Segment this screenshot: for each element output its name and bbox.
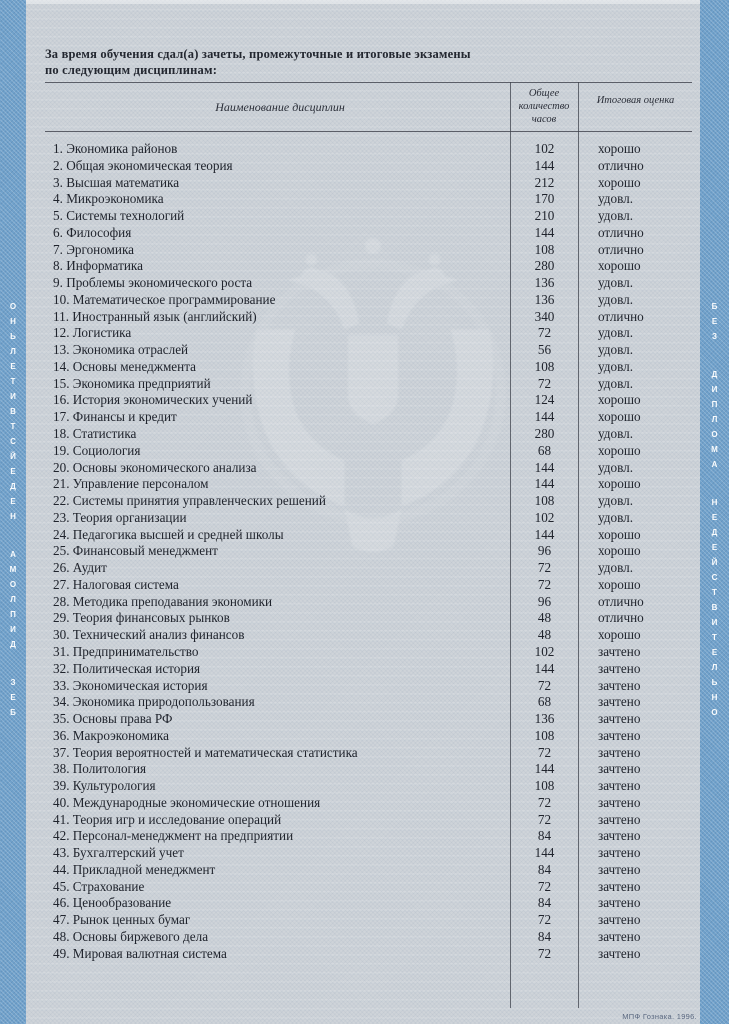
table-row xyxy=(45,644,692,661)
hours-value: 124 xyxy=(534,392,555,408)
hours-value: 102 xyxy=(534,509,555,525)
table-row xyxy=(45,627,692,644)
table-row xyxy=(45,376,692,393)
hours-value: 102 xyxy=(534,141,555,156)
discipline-name: 25. Финансовый менеджмент xyxy=(53,543,218,559)
discipline-name: 28. Методика преподавания экономики xyxy=(53,593,273,609)
discipline-name: 38. Политология xyxy=(53,761,147,777)
hours-value: 144 xyxy=(534,845,555,861)
table-row xyxy=(45,711,692,728)
intro-paragraph xyxy=(45,46,645,78)
hours-value: 212 xyxy=(534,174,555,190)
grade-value: удовл. xyxy=(598,342,633,358)
table-row xyxy=(45,594,692,611)
grade-value: хорошо xyxy=(598,141,641,156)
table-row xyxy=(45,728,692,745)
discipline-name: 7. Эргономика xyxy=(53,241,135,257)
hours-value: 108 xyxy=(534,493,555,509)
discipline-name: 2. Общая экономическая теория xyxy=(53,157,233,173)
discipline-name: 22. Системы принятия управленческих решений xyxy=(53,493,326,509)
grade-value: зачтено xyxy=(598,845,641,861)
grade-value: зачтено xyxy=(598,677,641,693)
discipline-name: 35. Основы права РФ xyxy=(53,711,173,727)
grade-value: отлично xyxy=(598,610,644,626)
grade-value: зачтено xyxy=(598,912,641,928)
hours-value: 84 xyxy=(537,828,552,844)
hours-value: 108 xyxy=(534,358,555,374)
table-row xyxy=(45,560,692,577)
grade-value: удовл. xyxy=(598,325,633,341)
discipline-name: 15. Экономика предприятий xyxy=(53,375,211,391)
table-header-rule xyxy=(45,131,692,132)
table-row xyxy=(45,510,692,527)
table-row xyxy=(45,694,692,711)
grade-value: хорошо xyxy=(598,392,641,408)
table-row xyxy=(45,359,692,376)
hours-value: 136 xyxy=(534,275,555,291)
grade-value: зачтено xyxy=(598,828,641,844)
hours-value: 144 xyxy=(534,224,555,240)
table-row xyxy=(45,342,692,359)
discipline-name: 8. Информатика xyxy=(53,258,143,274)
hours-value: 68 xyxy=(537,442,552,458)
discipline-name: 47. Рынок ценных бумаг xyxy=(53,912,191,928)
grade-value: зачтено xyxy=(598,811,641,827)
hours-value: 48 xyxy=(537,610,552,626)
hours-value: 144 xyxy=(534,409,555,425)
grade-value: хорошо xyxy=(598,576,641,592)
grade-value: удовл. xyxy=(598,426,633,442)
grade-value: зачтено xyxy=(598,878,641,894)
security-text-right: БЕЗ ДИПЛОМА НЕДЕЙСТВИТЕЛЬНО xyxy=(710,301,719,723)
grade-value: удовл. xyxy=(598,358,633,374)
grade-value: зачтено xyxy=(598,643,641,659)
hours-value: 102 xyxy=(534,643,555,659)
table-row xyxy=(45,258,692,275)
security-strip-right xyxy=(700,0,729,1024)
table-row xyxy=(45,325,692,342)
column-header-discipline: Наименование дисциплин xyxy=(215,100,345,114)
discipline-name: 20. Основы экономического анализа xyxy=(53,459,257,475)
grade-value: отлично xyxy=(598,308,644,324)
column-header-hours: Общее количество часов xyxy=(518,88,570,125)
table-row xyxy=(45,409,692,426)
table-row xyxy=(45,795,692,812)
hours-value: 108 xyxy=(534,241,555,257)
table-row xyxy=(45,158,692,175)
discipline-name: 19. Социология xyxy=(53,442,141,458)
table-row xyxy=(45,828,692,845)
grade-value: удовл. xyxy=(598,459,633,475)
hours-value: 280 xyxy=(534,258,555,274)
discipline-name: 5. Системы технологий xyxy=(53,208,185,224)
discipline-name: 34. Экономика природопользования xyxy=(53,694,255,710)
discipline-name: 39. Культурология xyxy=(53,778,156,794)
hours-value: 72 xyxy=(537,744,552,760)
hours-value: 280 xyxy=(534,426,555,442)
discipline-name: 13. Экономика отраслей xyxy=(53,342,189,358)
hours-value: 170 xyxy=(534,191,555,207)
grade-value: зачтено xyxy=(598,794,641,810)
table-row xyxy=(45,191,692,208)
table-row xyxy=(45,929,692,946)
table-row xyxy=(45,208,692,225)
discipline-name: 16. История экономических учений xyxy=(53,392,253,408)
page-top-edge xyxy=(0,0,729,4)
table-row xyxy=(45,610,692,627)
discipline-name: 4. Микроэкономика xyxy=(53,191,164,207)
discipline-name: 42. Персонал-менеджмент на предприятии xyxy=(53,828,294,844)
discipline-name: 26. Аудит xyxy=(53,560,107,576)
discipline-name: 27. Налоговая система xyxy=(53,576,179,592)
table-row xyxy=(45,392,692,409)
hours-value: 144 xyxy=(534,459,555,475)
grade-value: зачтено xyxy=(598,895,641,911)
table-row xyxy=(45,879,692,896)
table-row xyxy=(45,745,692,762)
grade-value: хорошо xyxy=(598,442,641,458)
discipline-name: 9. Проблемы экономического роста xyxy=(53,275,253,291)
discipline-name: 1. Экономика районов xyxy=(53,141,178,156)
discipline-name: 21. Управление персоналом xyxy=(53,476,209,492)
hours-value: 108 xyxy=(534,778,555,794)
discipline-name: 32. Политическая история xyxy=(53,660,201,676)
grade-value: хорошо xyxy=(598,526,641,542)
grade-value: хорошо xyxy=(598,543,641,559)
hours-value: 72 xyxy=(537,945,552,961)
hours-value: 144 xyxy=(534,526,555,542)
discipline-name: 46. Ценообразование xyxy=(53,895,172,911)
discipline-name: 48. Основы биржевого дела xyxy=(53,928,209,944)
table-row xyxy=(45,577,692,594)
hours-value: 108 xyxy=(534,727,555,743)
hours-value: 210 xyxy=(534,208,555,224)
hours-value: 72 xyxy=(537,325,552,341)
discipline-name: 49. Мировая валютная система xyxy=(53,945,227,961)
table-row xyxy=(45,460,692,477)
grade-value: удовл. xyxy=(598,208,633,224)
grade-value: удовл. xyxy=(598,509,633,525)
grade-value: зачтено xyxy=(598,660,641,676)
table-row xyxy=(45,443,692,460)
discipline-name: 24. Педагогика высшей и средней школы xyxy=(53,526,284,542)
hours-value: 72 xyxy=(537,794,552,810)
hours-value: 96 xyxy=(537,543,552,559)
discipline-name: 43. Бухгалтерский учет xyxy=(53,845,184,861)
intro-line-1: За время обучения сдал(а) зачеты, промежуточные и итоговые экзамены xyxy=(45,47,471,61)
table-row xyxy=(45,678,692,695)
discipline-name: 29. Теория финансовых рынков xyxy=(53,610,230,626)
grade-value: зачтено xyxy=(598,861,641,877)
hours-value: 72 xyxy=(537,677,552,693)
hours-value: 144 xyxy=(534,660,555,676)
hours-value: 48 xyxy=(537,627,552,643)
grade-value: хорошо xyxy=(598,627,641,643)
grade-value: хорошо xyxy=(598,409,641,425)
printer-imprint: МПФ Гознака. 1996. xyxy=(622,1012,697,1021)
grade-value: удовл. xyxy=(598,291,633,307)
hours-value: 72 xyxy=(537,811,552,827)
grade-value: зачтено xyxy=(598,727,641,743)
table-row xyxy=(45,543,692,560)
discipline-name: 37. Теория вероятностей и математическая статистика xyxy=(53,744,358,760)
hours-value: 72 xyxy=(537,878,552,894)
table-row xyxy=(45,946,692,963)
hours-value: 72 xyxy=(537,576,552,592)
table-row xyxy=(45,426,692,443)
table-row xyxy=(45,862,692,879)
grade-value: удовл. xyxy=(598,375,633,391)
hours-value: 72 xyxy=(537,375,552,391)
hours-value: 144 xyxy=(534,157,555,173)
intro-line-2: по следующим дисциплинам: xyxy=(45,63,218,77)
table-rows xyxy=(45,141,692,963)
grade-value: отлично xyxy=(598,593,644,609)
grade-value: зачтено xyxy=(598,694,641,710)
grade-value: удовл. xyxy=(598,191,633,207)
hours-value: 56 xyxy=(537,342,552,358)
hours-value: 96 xyxy=(537,593,552,609)
table-row xyxy=(45,761,692,778)
table-row xyxy=(45,493,692,510)
hours-value: 136 xyxy=(534,291,555,307)
grade-value: отлично xyxy=(598,224,644,240)
table-row xyxy=(45,476,692,493)
hours-value: 68 xyxy=(537,694,552,710)
grade-value: хорошо xyxy=(598,476,641,492)
discipline-name: 11. Иностранный язык (английский) xyxy=(53,308,257,324)
column-header-grade: Итоговая оценка xyxy=(596,95,675,106)
table-row xyxy=(45,175,692,192)
table-row xyxy=(45,309,692,326)
grade-value: хорошо xyxy=(598,258,641,274)
table-row xyxy=(45,225,692,242)
discipline-name: 17. Финансы и кредит xyxy=(53,409,177,425)
grade-value: зачтено xyxy=(598,778,641,794)
hours-value: 84 xyxy=(537,928,552,944)
grade-value: удовл. xyxy=(598,560,633,576)
table-row xyxy=(45,895,692,912)
security-strip-left xyxy=(0,0,26,1024)
hours-value: 136 xyxy=(534,711,555,727)
discipline-name: 33. Экономическая история xyxy=(53,677,208,693)
discipline-name: 18. Статистика xyxy=(53,426,137,442)
discipline-name: 3. Высшая математика xyxy=(53,174,180,190)
hours-value: 72 xyxy=(537,912,552,928)
discipline-name: 31. Предпринимательство xyxy=(53,643,199,659)
hours-value: 340 xyxy=(534,308,555,324)
table-row xyxy=(45,661,692,678)
grade-value: зачтено xyxy=(598,711,641,727)
table-row xyxy=(45,527,692,544)
discipline-name: 44. Прикладной менеджмент xyxy=(53,861,216,877)
discipline-name: 36. Макроэкономика xyxy=(53,727,169,743)
grade-value: зачтено xyxy=(598,744,641,760)
table-row xyxy=(45,912,692,929)
discipline-name: 40. Международные экономические отношения xyxy=(53,794,321,810)
hours-value: 72 xyxy=(537,560,552,576)
table-row xyxy=(45,812,692,829)
grade-value: хорошо xyxy=(598,174,641,190)
table-row xyxy=(45,275,692,292)
table-row xyxy=(45,778,692,795)
table-row xyxy=(45,242,692,259)
security-text-left: ОНЬЛЕТИВТСЙЕДЕН АМОЛПИД ЗЕБ xyxy=(8,301,18,723)
table-top-rule xyxy=(45,82,692,83)
grade-value: зачтено xyxy=(598,945,641,961)
discipline-name: 23. Теория организации xyxy=(53,509,187,525)
table-row xyxy=(45,292,692,309)
discipline-name: 30. Технический анализ финансов xyxy=(53,627,245,643)
discipline-name: 12. Логистика xyxy=(53,325,132,341)
grade-value: отлично xyxy=(598,241,644,257)
grade-value: удовл. xyxy=(598,493,633,509)
grade-value: зачтено xyxy=(598,761,641,777)
hours-value: 84 xyxy=(537,861,552,877)
discipline-name: 6. Философия xyxy=(53,224,132,240)
table-row xyxy=(45,845,692,862)
discipline-name: 14. Основы менеджмента xyxy=(53,358,196,374)
hours-value: 144 xyxy=(534,761,555,777)
discipline-name: 10. Математическое программирование xyxy=(53,291,276,307)
hours-value: 84 xyxy=(537,895,552,911)
discipline-name: 45. Страхование xyxy=(53,878,145,894)
grade-value: отлично xyxy=(598,157,644,173)
grade-value: удовл. xyxy=(598,275,633,291)
grade-value: зачтено xyxy=(598,928,641,944)
hours-value: 144 xyxy=(534,476,555,492)
discipline-name: 41. Теория игр и исследование операций xyxy=(53,811,282,827)
table-row xyxy=(45,141,692,158)
